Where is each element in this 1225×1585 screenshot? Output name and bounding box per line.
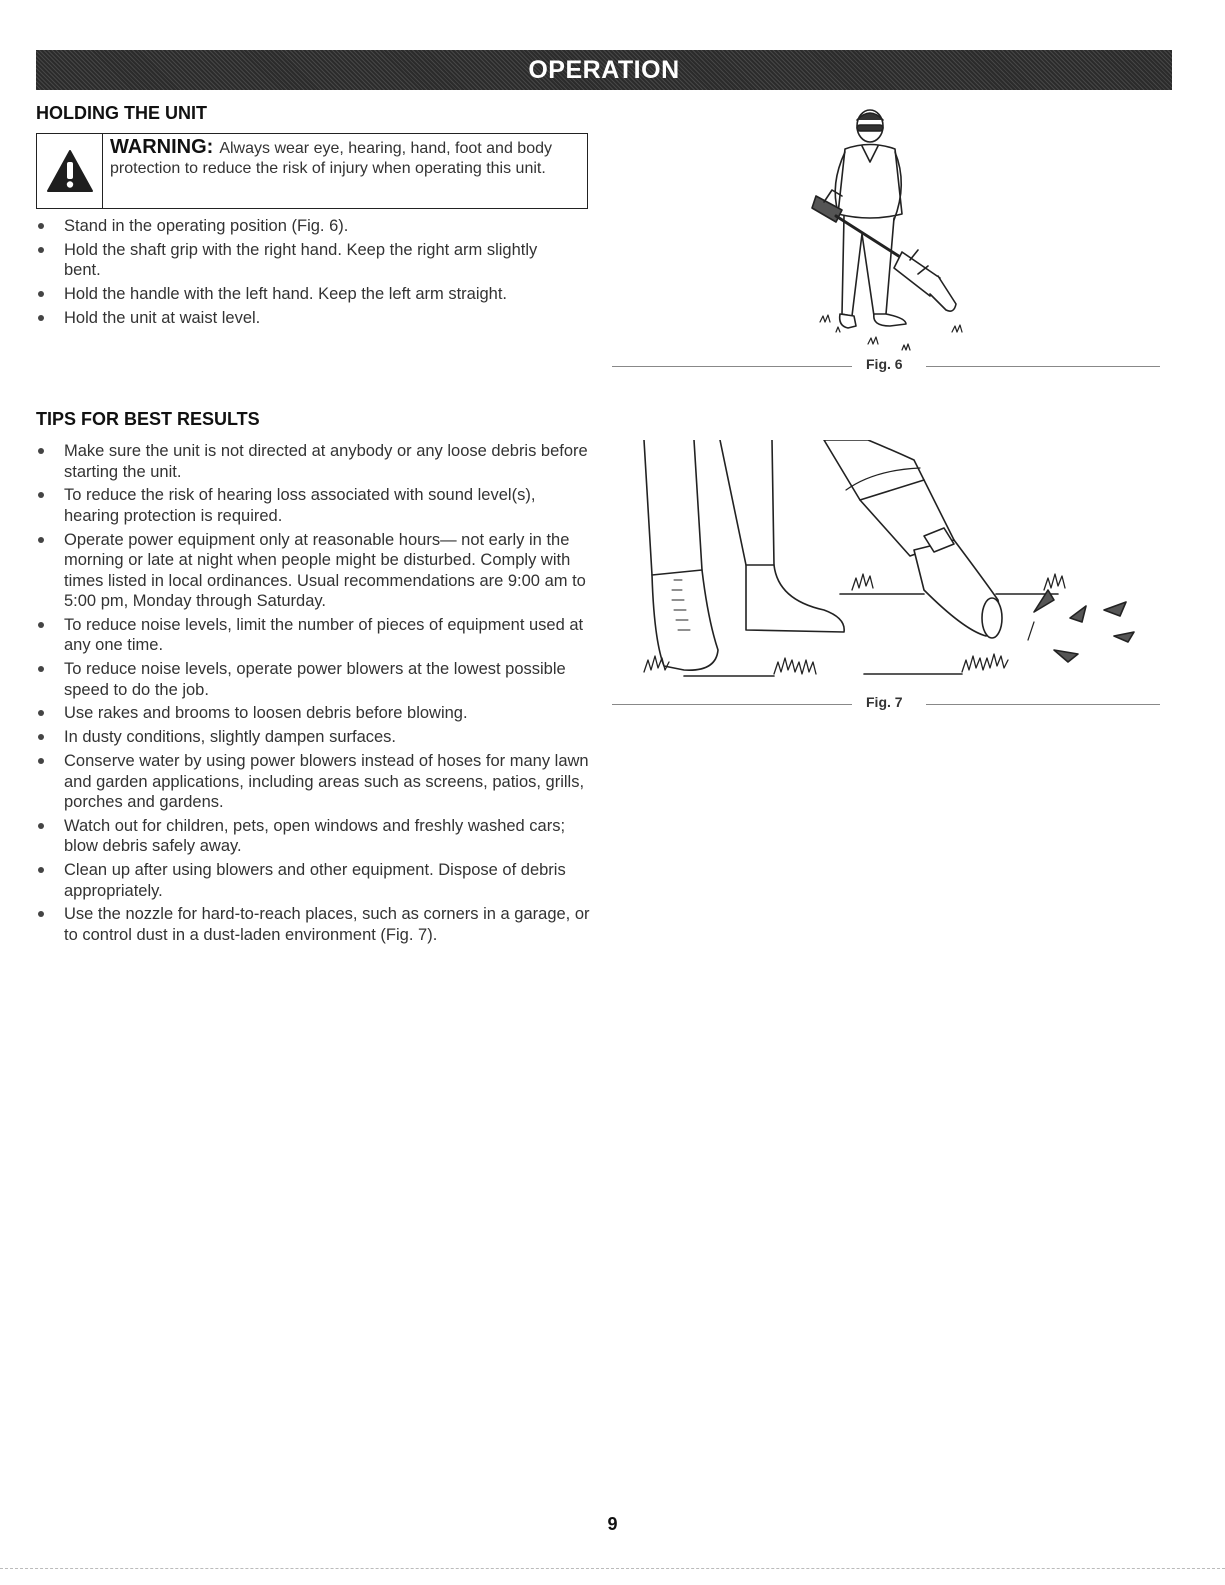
- warning-text: [110, 138, 581, 178]
- list-item: To reduce noise levels, operate power blowers at the lowest possible speed to do the job.: [36, 659, 591, 700]
- warning-body: Always wear eye, hearing, hand, foot and body protection to reduce the risk of injury when operating this unit.: [110, 140, 552, 177]
- tips-bullet-list: [36, 441, 591, 949]
- section-banner: [36, 50, 1172, 90]
- operator-with-blower-image: [790, 104, 990, 354]
- nozzle-blowing-leaves-image: [624, 440, 1164, 690]
- page-bottom-rule: [0, 1568, 1225, 1569]
- page-number: 9: [607, 1514, 618, 1534]
- list-item: Watch out for children, pets, open windows and freshly washed cars; blow debris safely away.: [36, 816, 591, 857]
- list-item: Use the nozzle for hard-to-reach places, such as corners in a garage, or to control dust in a dust-laden environment (Fig. 7).: [36, 904, 591, 945]
- warning-icon-cell: [37, 134, 103, 208]
- warning-title: WARNING:: [110, 136, 214, 158]
- list-item: To reduce noise levels, limit the number of pieces of equipment used at any one time.: [36, 615, 591, 656]
- list-item: Conserve water by using power blowers instead of hoses for many lawn and garden applications, including areas such as screens, patios, grills, porches and gardens.: [36, 751, 591, 813]
- list-item: Make sure the unit is not directed at anybody or any loose debris before starting the unit.: [36, 441, 591, 482]
- holding-bullet-list: [36, 216, 576, 332]
- tips-heading: TIPS FOR BEST RESULTS: [36, 409, 260, 429]
- list-item: To reduce the risk of hearing loss associated with sound level(s), hearing protection is required.: [36, 485, 591, 526]
- fig6-rule-right: [926, 366, 1160, 367]
- banner-title: OPERATION: [528, 55, 680, 84]
- list-item: Operate power equipment only at reasonable hours— not early in the morning or late at night when people might be disturbed. Comply with times listed in local ordinances. Usual recommendations are 9:00 am to 5:00 pm, Monday through Saturday.: [36, 530, 591, 612]
- fig7-label: Fig. 7: [866, 694, 903, 710]
- holding-heading: HOLDING THE UNIT: [36, 103, 207, 123]
- list-item: Clean up after using blowers and other equipment. Dispose of debris appropriately.: [36, 860, 591, 901]
- fig7-rule-left: [612, 704, 852, 705]
- list-item: Hold the handle with the left hand. Keep the left arm straight.: [36, 284, 576, 305]
- fig6-illustration: [790, 104, 990, 354]
- fig6-label: Fig. 6: [866, 356, 903, 372]
- list-item: Hold the shaft grip with the right hand. Keep the right arm slightly bent.: [36, 240, 576, 281]
- list-item: Hold the unit at waist level.: [36, 308, 576, 329]
- warning-box: [36, 133, 588, 209]
- list-item: Stand in the operating position (Fig. 6).: [36, 216, 576, 237]
- fig7-illustration: [624, 440, 1164, 690]
- fig7-rule-right: [926, 704, 1160, 705]
- list-item: Use rakes and brooms to loosen debris before blowing.: [36, 703, 591, 724]
- fig6-rule-left: [612, 366, 852, 367]
- warning-triangle-icon: [46, 149, 94, 193]
- list-item: In dusty conditions, slightly dampen surfaces.: [36, 727, 591, 748]
